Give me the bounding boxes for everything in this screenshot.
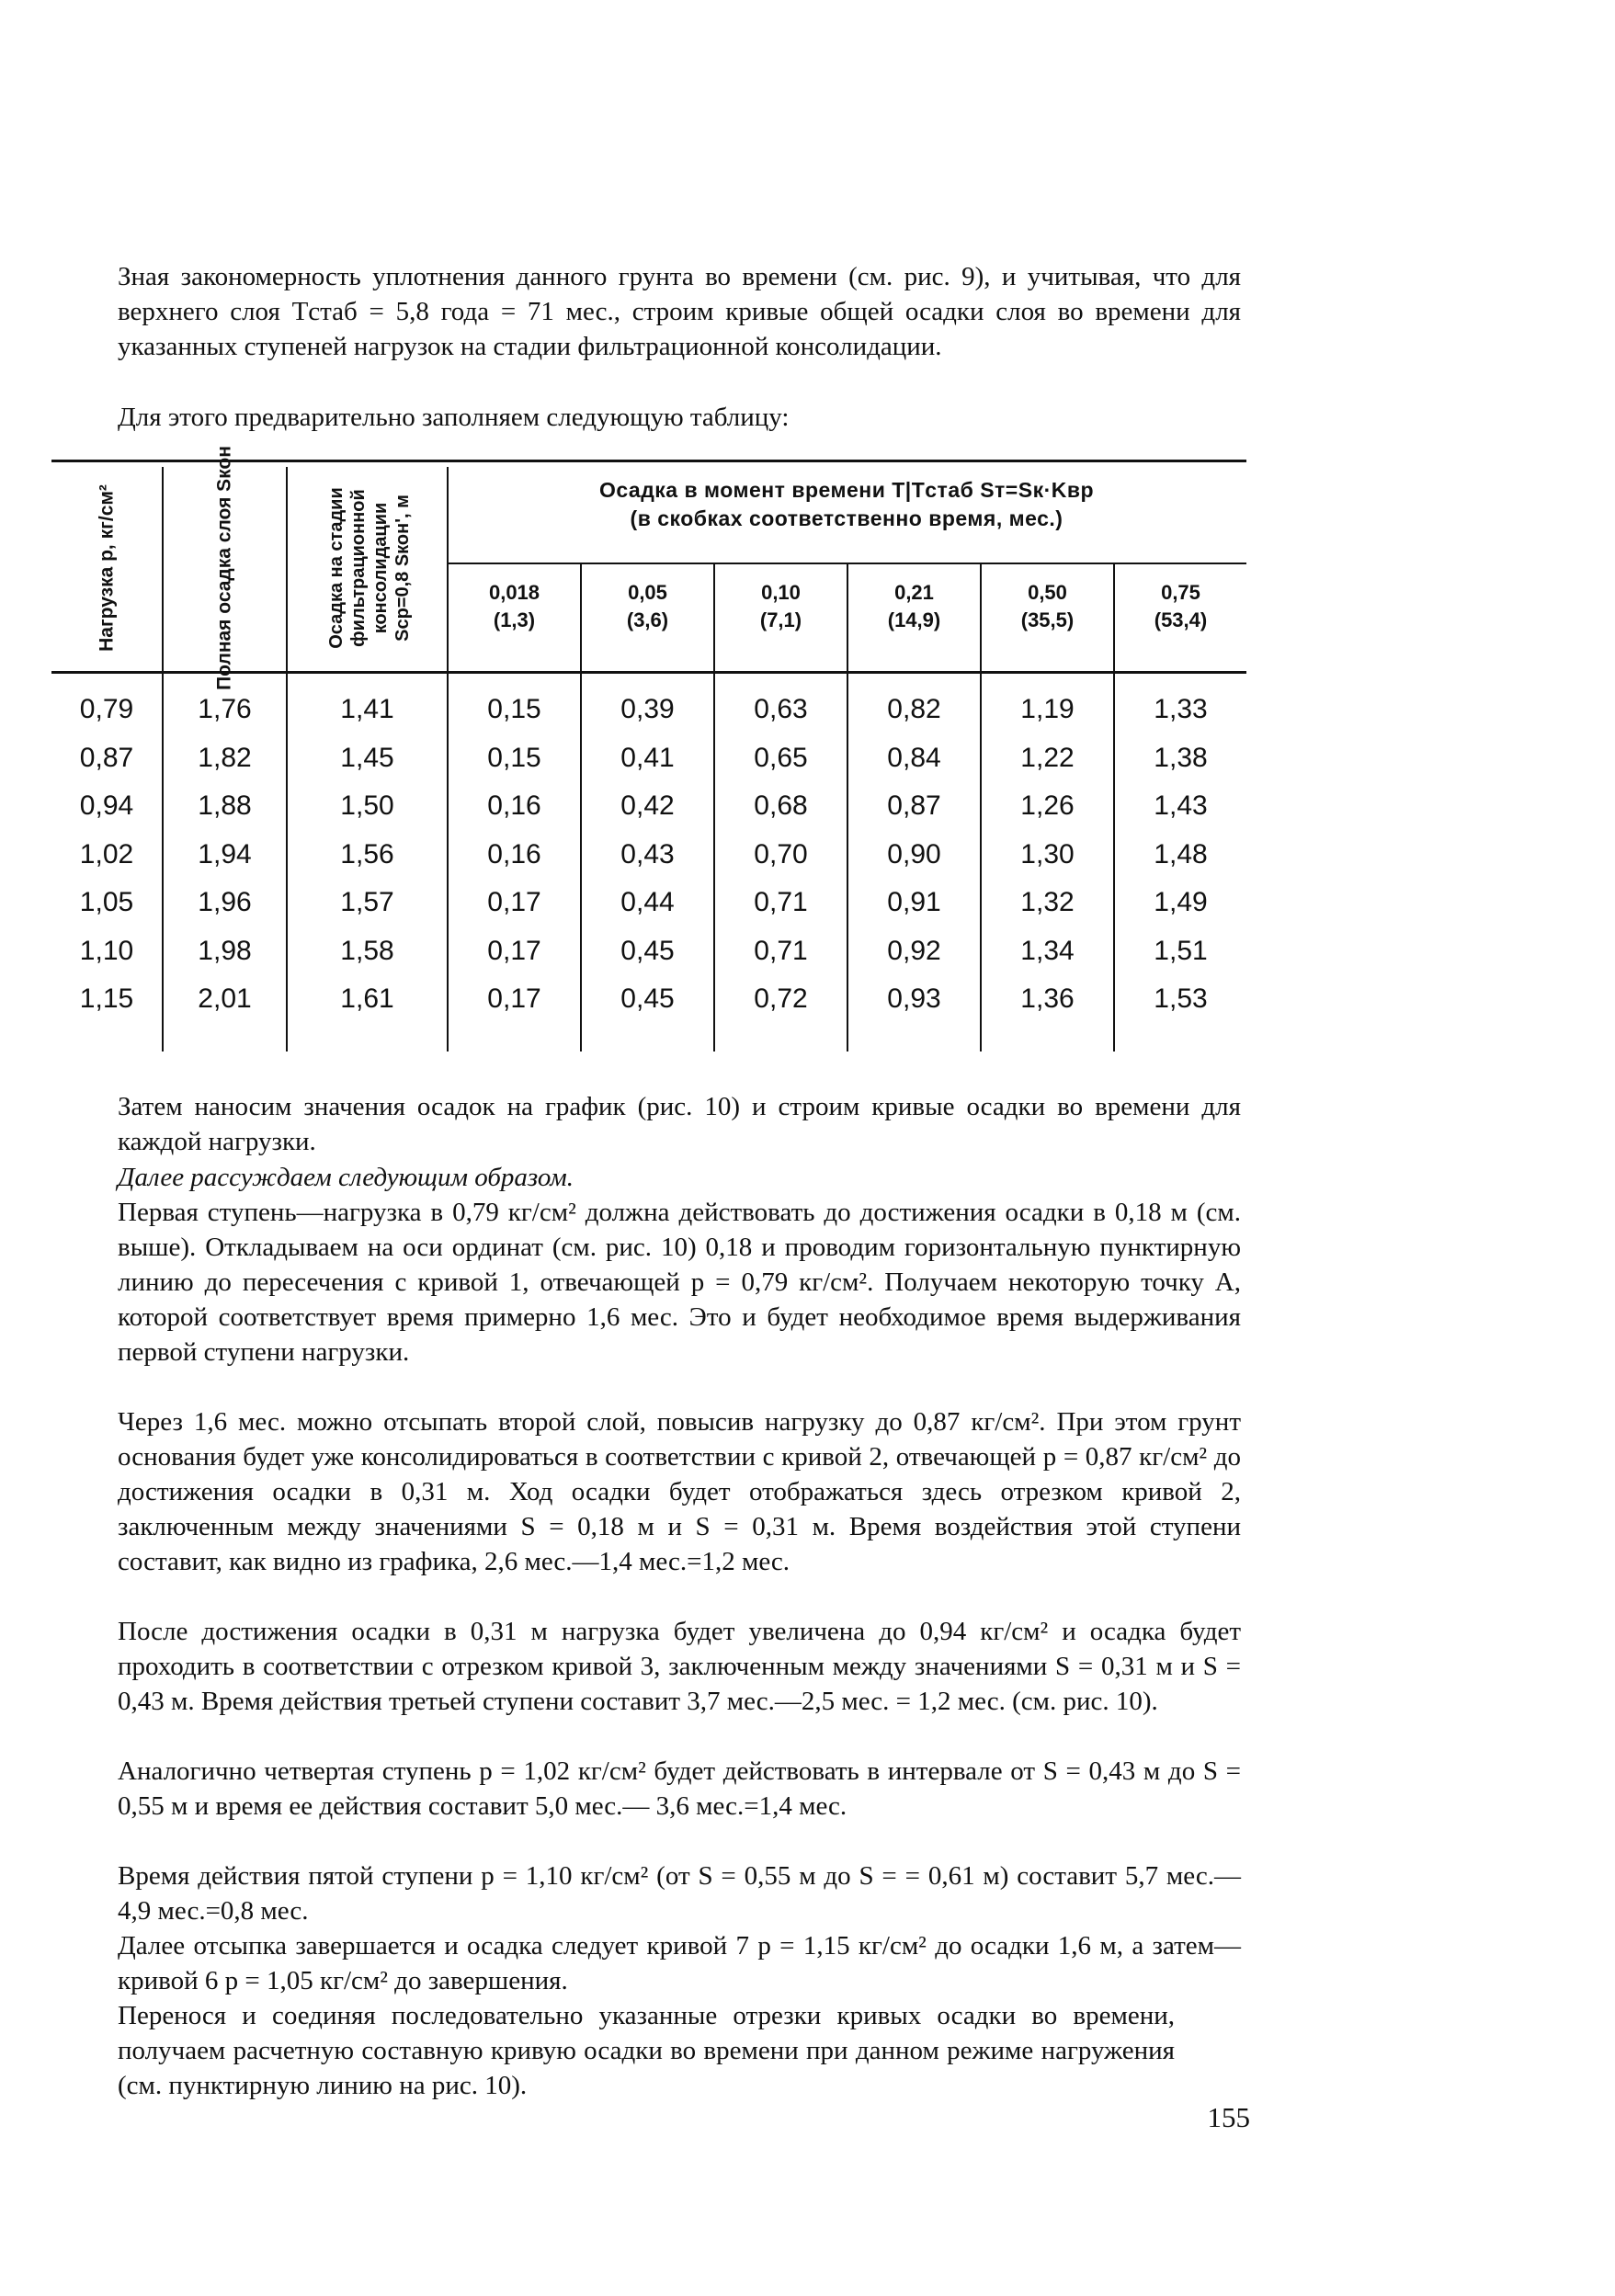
table-cell: 1,76 bbox=[198, 694, 252, 724]
table-cell: 0,84 bbox=[887, 742, 941, 773]
table-cell: 1,26 bbox=[1020, 790, 1075, 821]
table-cell: 0,65 bbox=[754, 742, 808, 773]
table-cell: 2,01 bbox=[198, 983, 252, 1014]
table-cell: 0,17 bbox=[487, 983, 541, 1014]
table-cell: 0,17 bbox=[487, 887, 541, 917]
table-cell: 1,33 bbox=[1154, 694, 1208, 724]
table-cell: 1,82 bbox=[198, 742, 252, 773]
table-cell: 1,19 bbox=[1020, 694, 1075, 724]
table-cell: 0,82 bbox=[887, 694, 941, 724]
table-cell: 0,87 bbox=[79, 742, 134, 773]
table-cell: 1,51 bbox=[1154, 935, 1208, 966]
table-cell: 0,45 bbox=[620, 983, 675, 1014]
intro-paragraph: Зная закономерность уплотнения данного грунта во времени (см. рис. 9), и учитывая, что для верхнего слоя Tстаб = 5,8 года = 71 мес., строим кривые общей осадки слоя во времени для указанных ступеней нагрузок на стадии фильтрационной консолидации. bbox=[118, 262, 1241, 361]
body-paragraph: Затем наносим значения осадок на график (рис. 10) и строим кривые осадки во времени для каждой нагрузки. bbox=[118, 1092, 1241, 1156]
header-time-col: 0,10 (7,1) bbox=[759, 581, 802, 631]
table-cell: 0,16 bbox=[487, 838, 541, 870]
table-cell: 0,72 bbox=[754, 983, 808, 1014]
settlement-table bbox=[51, 446, 1246, 1057]
table-cell: 0,42 bbox=[620, 790, 675, 821]
table-cell: 0,94 bbox=[79, 790, 134, 821]
table-cell: 0,71 bbox=[754, 935, 808, 966]
table-cell: 0,79 bbox=[79, 694, 134, 724]
table-cell: 0,91 bbox=[887, 887, 941, 917]
header-time-col: 0,50 (35,5) bbox=[1020, 581, 1075, 631]
table-cell: 1,30 bbox=[1020, 838, 1075, 870]
header-time-col: 0,05 (3,6) bbox=[626, 581, 669, 631]
table-cell: 1,88 bbox=[198, 790, 252, 821]
table-cell: 0,15 bbox=[487, 742, 541, 773]
header-load: Нагрузка p, кг/см² bbox=[96, 484, 118, 652]
table-cell: 1,32 bbox=[1020, 887, 1075, 917]
table-cell: 1,38 bbox=[1154, 742, 1208, 773]
table-cell: 0,90 bbox=[887, 838, 941, 870]
table-cell: 1,41 bbox=[340, 694, 394, 724]
table-cell: 0,44 bbox=[620, 887, 675, 917]
table-cell: 1,61 bbox=[340, 983, 394, 1014]
header-time-col: 0,21 (14,9) bbox=[887, 581, 941, 631]
body-paragraph: Аналогично четвертая ступень p = 1,02 кг/см² будет действовать в интервале от S = 0,43 м до S = 0,55 м и время ее действия составит 5,0 мес.— 3,6 мес.=1,4 мес. bbox=[118, 1756, 1241, 1821]
table-cell: 1,53 bbox=[1154, 983, 1208, 1014]
table-cell: 0,45 bbox=[620, 935, 675, 966]
table-cell: 1,96 bbox=[198, 887, 252, 917]
table-cell: 0,16 bbox=[487, 790, 541, 821]
table-cell: 1,22 bbox=[1020, 742, 1075, 773]
table-cell: 1,49 bbox=[1154, 887, 1208, 917]
page-number: 155 bbox=[1207, 2101, 1250, 2133]
table-cell: 0,70 bbox=[754, 838, 808, 870]
table-cell: 1,45 bbox=[340, 742, 394, 773]
table-cell: 1,05 bbox=[79, 887, 134, 917]
table-cell: 1,10 bbox=[79, 935, 134, 966]
body-paragraph: Далее рассуждаем следующим образом. bbox=[118, 1163, 574, 1192]
table-cell: 0,92 bbox=[887, 935, 941, 966]
table-cell: 1,57 bbox=[340, 887, 394, 917]
header-filtration-settlement: Осадка на стадии фильтрационной консолидации Sср=0,8 Sкон', м bbox=[326, 487, 413, 649]
table-cell: 1,15 bbox=[79, 983, 134, 1014]
table-cell: 0,68 bbox=[754, 790, 808, 821]
table-cell: 1,56 bbox=[340, 838, 394, 870]
body-paragraph: После достижения осадки в 0,31 м нагрузка будет увеличена до 0,94 кг/см² и осадка будет проходить в соответствии с отрезком кривой 3, заключенным между значениями S = 0,31 м и S = 0,43 м. Время действия третьей ступени составит 3,7 мес.—2,5 мес. = 1,2 мес. (см. рис. 10). bbox=[118, 1617, 1241, 1716]
body-paragraph: Далее отсыпка завершается и осадка следует кривой 7 p = 1,15 кг/см² до осадки 1,6 м, а затем—кривой 6 p = 1,05 кг/см² до завершения. bbox=[118, 1931, 1241, 1995]
table-cell: 0,87 bbox=[887, 790, 941, 821]
header-time-col: 0,75 (53,4) bbox=[1154, 581, 1208, 631]
table-cell: 1,50 bbox=[340, 790, 394, 821]
table-cell: 1,34 bbox=[1020, 935, 1075, 966]
body-paragraph: Первая ступень—нагрузка в 0,79 кг/см² должна действовать до достижения осадки в 0,18 м (см. выше). Откладываем на оси ординат (см. рис. 10) 0,18 и проводим горизонтальную пунктирную линию до пересечения с кривой 1, отвечающей p = 0,79 кг/см². Получаем некоторую точку А, которой соответствует время примерно 1,6 мес. Это и будет необходимое время выдерживания первой ступени нагрузки. bbox=[118, 1198, 1241, 1367]
table-cell: 1,94 bbox=[198, 838, 252, 870]
body-paragraph: Перенося и соединяя последовательно указанные отрезки кривых осадки во времени, получаем расчетную составную кривую осадки во времени при данном режиме нагружения (см. пунктирную линию на рис. 10). bbox=[118, 2001, 1175, 2100]
table-cell: 0,39 bbox=[620, 694, 675, 724]
body-paragraph: Время действия пятой ступени p = 1,10 кг/см² (от S = 0,55 м до S = = 0,61 м) составит 5,7 мес.—4,9 мес.=0,8 мес. bbox=[118, 1861, 1241, 1926]
table-cell: 1,02 bbox=[79, 838, 134, 870]
table-cell: 0,15 bbox=[487, 694, 541, 724]
table-cell: 0,43 bbox=[620, 838, 675, 870]
table-cell: 0,71 bbox=[754, 887, 808, 917]
table-cell: 1,43 bbox=[1154, 790, 1208, 821]
header-time-col: 0,018 (1,3) bbox=[488, 581, 540, 631]
table-cell: 1,36 bbox=[1020, 983, 1075, 1014]
table-cell: 0,17 bbox=[487, 935, 541, 966]
intro-lead-paragraph: Для этого предварительно заполняем следующую таблицу: bbox=[118, 403, 790, 432]
header-full-settlement: Полная осадка слоя Sкон bbox=[213, 446, 235, 690]
table-cell: 0,63 bbox=[754, 694, 808, 724]
table-cell: 0,41 bbox=[620, 742, 675, 773]
table-cell: 0,93 bbox=[887, 983, 941, 1014]
table-cell: 1,98 bbox=[198, 935, 252, 966]
table-cell: 1,58 bbox=[340, 935, 394, 966]
table-cell: 1,48 bbox=[1154, 838, 1208, 870]
body-paragraph: Через 1,6 мес. можно отсыпать второй слой, повысив нагрузку до 0,87 кг/см². При этом грунт основания будет уже консолидироваться в соответствии с кривой 2, отвечающей p = 0,87 кг/см² до достижения осадки в 0,31 м. Ход осадки будет отображаться здесь отрезком кривой 2, заключенным между значениями S = 0,18 м и S = 0,31 м. Время воздействия этой ступени составит, как видно из графика, 2,6 мес.—1,4 мес.=1,2 мес. bbox=[118, 1407, 1241, 1576]
header-time-settlement: Осадка в момент времени T|Tстаб Sт=Sк·Kвр (в скобках соответственно время, мес.) bbox=[598, 478, 1095, 530]
